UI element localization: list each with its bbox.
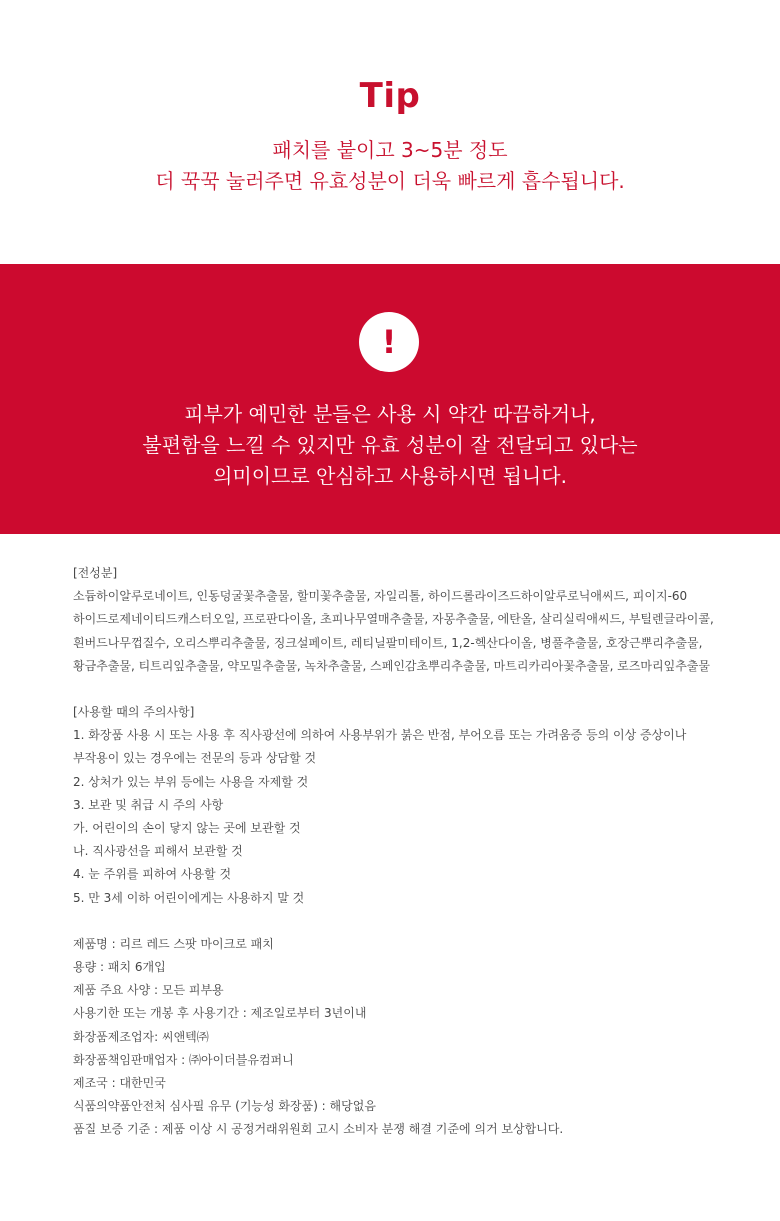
- ingredients-header: [전성분]: [73, 566, 118, 580]
- product-distributor: 화장품책임판매업자 : ㈜아이더블유컴퍼니: [73, 1052, 294, 1067]
- ingredients-line: 소듐하이알루로네이트, 인동덩굴꽃추출물, 할미꽃추출물, 자일리톨, 하이드롤라이즈드하이알루로닉애씨드, 피이지-60: [73, 589, 688, 604]
- tip-text-line: 패치를 붙이고 3~5분 정도: [272, 138, 508, 162]
- product-warranty: 품질 보증 기준 : 제품 이상 시 공정거래위원회 고시 소비자 분쟁 해결 기준에 의거 보상합니다.: [73, 1122, 564, 1137]
- precautions-header: [사용할 때의 주의사항]: [73, 705, 195, 720]
- product-certification: 식품의약품안전처 심사필 유무 (기능성 화장품) : 해당없음: [73, 1099, 376, 1114]
- precaution-line: 가. 어린이의 손이 닿지 않는 곳에 보관할 것: [73, 821, 301, 836]
- warning-text-line: 불편함을 느낄 수 있지만 유효 성분이 잘 전달되고 있다는: [142, 433, 638, 457]
- precaution-line: 5. 만 3세 이하 어린이에게는 사용하지 말 것: [73, 890, 305, 905]
- product-expiry: 사용기한 또는 개봉 후 사용기간 : 제조일로부터 3년이내: [73, 1006, 367, 1021]
- ingredients-block: [73, 562, 753, 678]
- precaution-line: 나. 직사광선을 피해서 보관할 것: [73, 844, 243, 859]
- precaution-line: 부작용이 있는 경우에는 전문의 등과 상담할 것: [73, 751, 317, 766]
- precautions-block: [73, 701, 753, 910]
- tip-section: [0, 0, 780, 264]
- tip-text-line: 더 꾹꾹 눌러주면 유효성분이 더욱 빠르게 흡수됩니다.: [155, 169, 625, 193]
- precaution-line: 1. 화장품 사용 시 또는 사용 후 직사광선에 의하여 사용부위가 붉은 반점, 부어오름 또는 가려움증 등의 이상 증상이나: [73, 728, 687, 743]
- product-spec: 제품 주요 사양 : 모든 피부용: [73, 983, 224, 998]
- ingredients-line: 흰버드나무껍질수, 오리스뿌리추출물, 징크설페이트, 레티닐팔미테이트, 1,2-헥산다이올, 병풀추출물, 호장근뿌리추출물,: [73, 635, 703, 650]
- exclamation-icon: !: [359, 312, 419, 372]
- product-manufacturer: 화장품제조업자: 씨앤텍㈜: [73, 1029, 209, 1044]
- precaution-line: 3. 보관 및 취급 시 주의 사항: [73, 797, 224, 812]
- ingredients-line: 황금추출물, 티트리잎추출물, 약모밀추출물, 녹차추출물, 스페인감초뿌리추출물, 마트리카리아꽃추출물, 로즈마리잎추출물: [73, 658, 710, 673]
- precaution-line: 2. 상처가 있는 부위 등에는 사용을 자제할 것: [73, 774, 309, 789]
- warning-text-line: 의미이므로 안심하고 사용하시면 됩니다.: [213, 464, 567, 488]
- warning-banner: [0, 264, 780, 534]
- warning-text-line: 피부가 예민한 분들은 사용 시 약간 따끔하거나,: [184, 402, 596, 426]
- product-volume: 용량 : 패치 6개입: [73, 960, 166, 975]
- product-info-block: [73, 933, 753, 1142]
- ingredients-line: 하이드로제네이티드캐스터오일, 프로판다이올, 초피나무열매추출물, 자몽추출물, 에탄올, 살리실릭애씨드, 부틸렌글라이콜,: [73, 612, 714, 627]
- precaution-line: 4. 눈 주위를 피하여 사용할 것: [73, 867, 232, 882]
- product-origin: 제조국 : 대한민국: [73, 1076, 166, 1091]
- product-name: 제품명 : 리르 레드 스팟 마이크로 패치: [73, 936, 274, 951]
- product-details: [73, 562, 753, 1165]
- tip-title: Tip: [359, 76, 421, 116]
